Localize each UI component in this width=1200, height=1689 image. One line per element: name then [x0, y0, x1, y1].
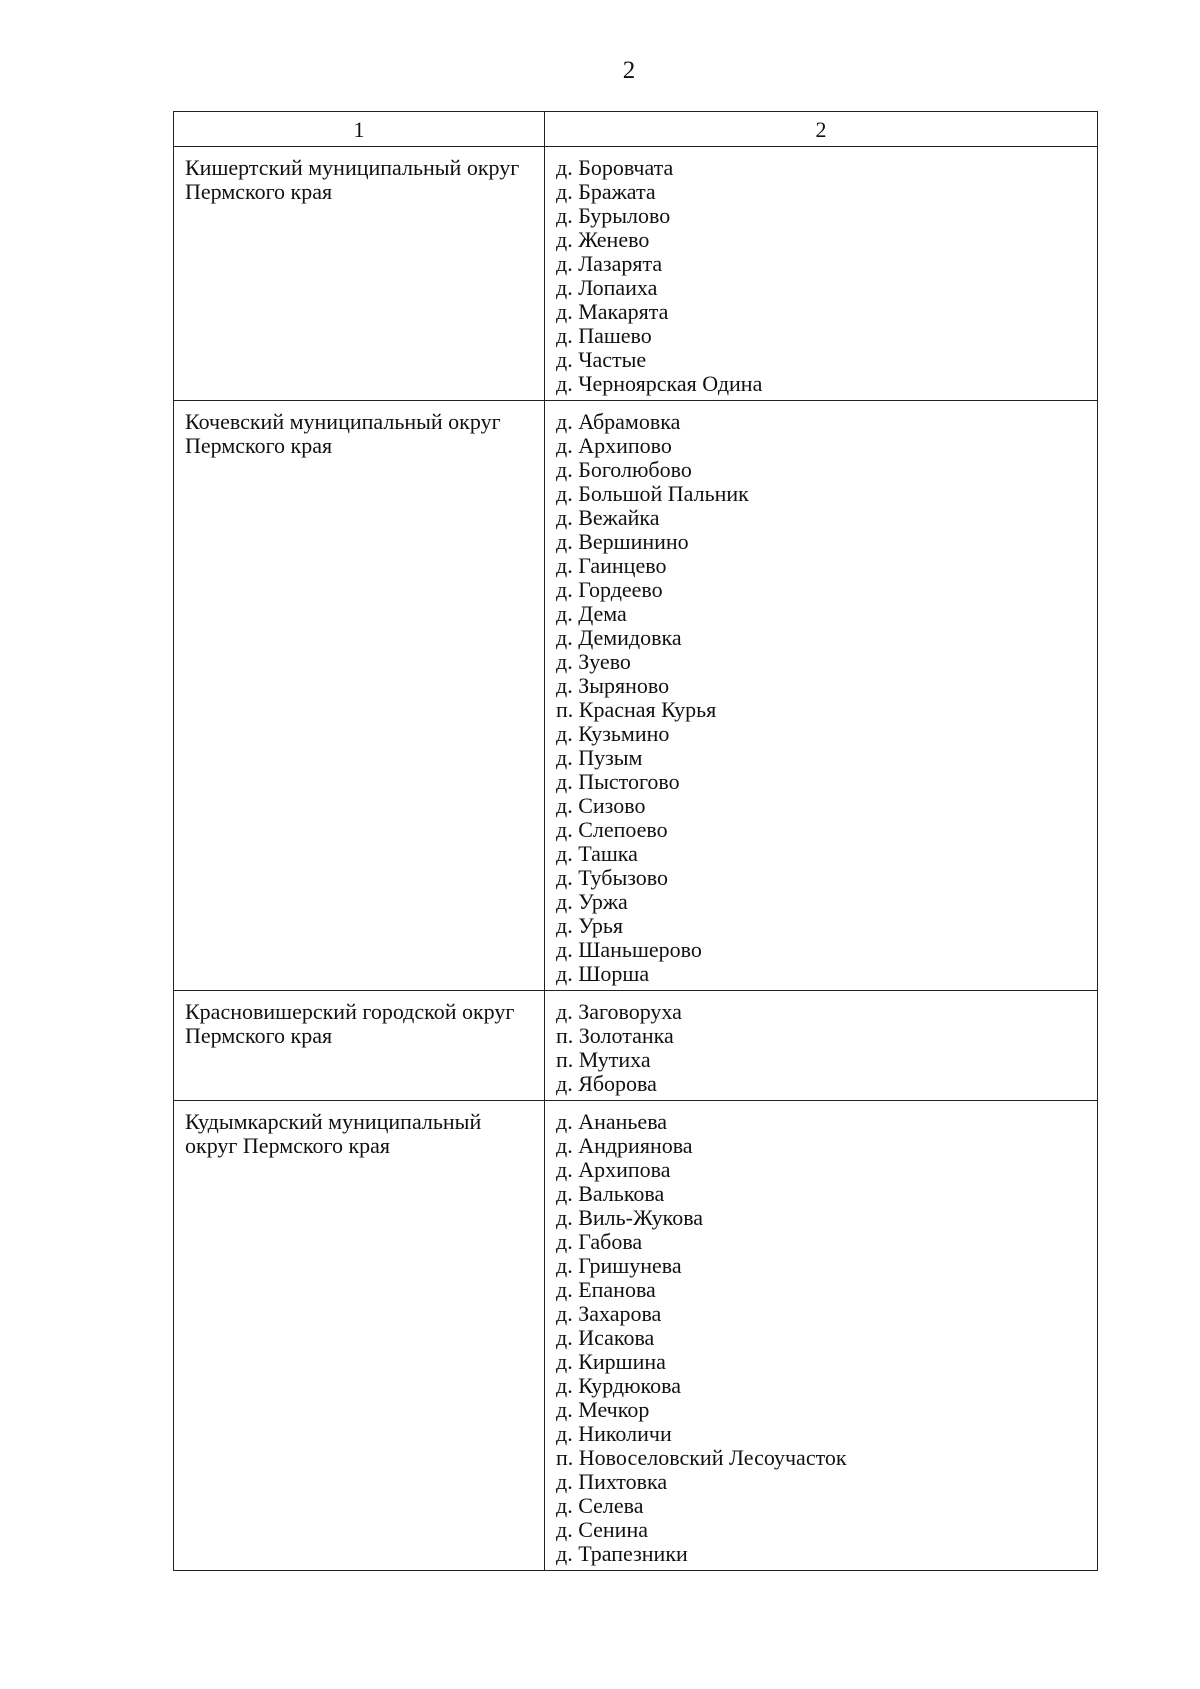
- settlement-item: д. Сенина: [556, 1517, 648, 1542]
- settlement-item: д. Частые: [556, 347, 647, 372]
- settlement-item: п. Мутиха: [556, 1047, 651, 1072]
- settlement-item: д. Зыряново: [556, 673, 670, 698]
- settlement-item: д. Вежайка: [556, 505, 660, 530]
- settlement-item: д. Боголюбово: [556, 457, 692, 482]
- settlement-item: д. Трапезники: [556, 1541, 688, 1566]
- district-name: Красновишерский городской округ Пермского края: [185, 999, 515, 1048]
- settlement-item: д. Шорша: [556, 961, 650, 986]
- settlement-item: д. Мечкор: [556, 1397, 650, 1422]
- settlements-table: [173, 111, 1098, 1571]
- settlement-item: д. Габова: [556, 1229, 643, 1254]
- settlement-item: д. Заговоруха: [556, 999, 682, 1024]
- settlement-item: д. Дема: [556, 601, 627, 626]
- settlement-item: д. Валькова: [556, 1181, 665, 1206]
- settlement-item: д. Слепоево: [556, 817, 668, 842]
- settlement-item: п. Новоселовский Лесоучасток: [556, 1445, 847, 1470]
- district-cell: [174, 147, 545, 401]
- settlement-item: д. Пыстогово: [556, 769, 680, 794]
- settlement-item: д. Селева: [556, 1493, 644, 1518]
- settlement-item: д. Ташка: [556, 841, 638, 866]
- settlement-item: д. Абрамовка: [556, 409, 681, 434]
- settlement-list: [556, 1110, 1087, 1566]
- settlement-item: д. Курдюкова: [556, 1373, 681, 1398]
- district-cell: [174, 401, 545, 991]
- settlement-item: д. Виль-Жукова: [556, 1205, 704, 1230]
- settlement-item: д. Женево: [556, 227, 650, 252]
- table-row: [174, 1101, 1098, 1571]
- settlement-item: д. Бражата: [556, 179, 656, 204]
- table-body: [174, 147, 1098, 1571]
- settlement-item: д. Андриянова: [556, 1133, 693, 1158]
- page-number: 2: [622, 57, 636, 84]
- settlement-item: д. Епанова: [556, 1277, 656, 1302]
- settlement-item: д. Урья: [556, 913, 623, 938]
- settlements-cell: [545, 147, 1098, 401]
- district-name: Кишертский муниципальный округ Пермского края: [185, 155, 520, 204]
- settlement-item: д. Большой Пальник: [556, 481, 749, 506]
- settlement-item: д. Зуево: [556, 649, 631, 674]
- settlement-item: д. Лопаиха: [556, 275, 658, 300]
- district-name: Кудымкарский муниципальный округ Пермского края: [185, 1109, 482, 1158]
- settlement-item: д. Гришунева: [556, 1253, 682, 1278]
- settlement-item: д. Пихтовка: [556, 1469, 668, 1494]
- settlement-item: п. Золотанка: [556, 1023, 674, 1048]
- settlements-cell: [545, 1101, 1098, 1571]
- column-header-1: 1: [174, 112, 545, 147]
- district-cell: [174, 1101, 545, 1571]
- settlement-item: д. Яборова: [556, 1071, 657, 1096]
- settlement-item: д. Тубызово: [556, 865, 669, 890]
- table-header: [174, 112, 1098, 147]
- table-row: [174, 401, 1098, 991]
- settlement-list: [556, 156, 1087, 396]
- district-name: Кочевский муниципальный округ Пермского края: [185, 409, 501, 458]
- settlement-item: д. Макарята: [556, 299, 669, 324]
- settlement-item: д. Бурылово: [556, 203, 671, 228]
- settlement-item: д. Черноярская Одина: [556, 371, 763, 396]
- settlement-item: д. Архипова: [556, 1157, 671, 1182]
- settlement-item: д. Гаинцево: [556, 553, 667, 578]
- settlement-item: д. Николичи: [556, 1421, 672, 1446]
- settlement-item: д. Исакова: [556, 1325, 655, 1350]
- settlement-item: д. Уржа: [556, 889, 628, 914]
- settlement-item: д. Лазарята: [556, 251, 663, 276]
- settlement-item: д. Захарова: [556, 1301, 662, 1326]
- column-header-2: 2: [545, 112, 1098, 147]
- settlement-list: [556, 1000, 1087, 1096]
- settlement-item: д. Шаньшерово: [556, 937, 702, 962]
- district-cell: [174, 991, 545, 1101]
- settlement-item: д. Вершинино: [556, 529, 689, 554]
- settlement-item: д. Демидовка: [556, 625, 682, 650]
- settlement-item: д. Сизово: [556, 793, 646, 818]
- settlement-item: п. Красная Курья: [556, 697, 717, 722]
- settlements-cell: [545, 991, 1098, 1101]
- settlement-item: д. Кузьмино: [556, 721, 670, 746]
- header-row: [174, 112, 1098, 147]
- settlement-item: д. Киршина: [556, 1349, 666, 1374]
- settlements-cell: [545, 401, 1098, 991]
- settlement-item: д. Пузым: [556, 745, 643, 770]
- settlement-item: д. Архипово: [556, 433, 672, 458]
- settlement-item: д. Ананьева: [556, 1109, 668, 1134]
- settlement-item: д. Боровчата: [556, 155, 674, 180]
- settlement-item: д. Пашево: [556, 323, 652, 348]
- table-row: [174, 991, 1098, 1101]
- settlement-item: д. Гордеево: [556, 577, 663, 602]
- table-row: [174, 147, 1098, 401]
- settlement-list: [556, 410, 1087, 986]
